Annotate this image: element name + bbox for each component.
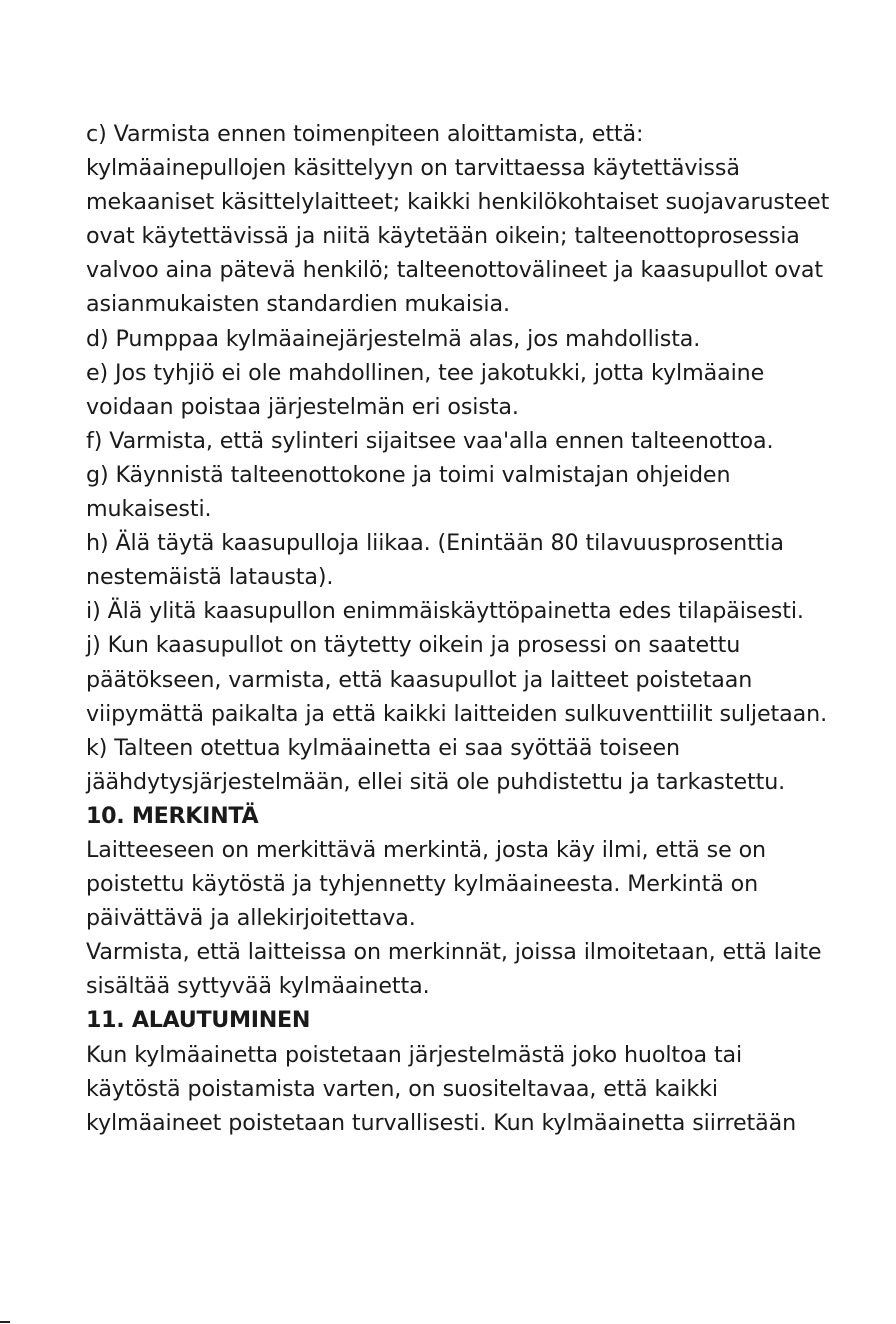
- text-line: Laitteeseen on merkittävä merkintä, josta käy ilmi, että se on: [86, 836, 767, 863]
- text-line: sisältää syttyvää kylmäainetta.: [86, 973, 430, 1000]
- text-line: kylmäaineet poistetaan turvallisesti. Kun kylmäainetta siirretään: [86, 1109, 797, 1136]
- text-line: e) Jos tyhjiö ei ole mahdollinen, tee jakotukki, jotta kylmäaine: [86, 359, 765, 386]
- text-line: mekaaniset käsittelylaitteet; kaikki henkilökohtaiset suojavarusteet: [86, 189, 830, 216]
- document-page: [86, 117, 886, 1140]
- text-line: käytöstä poistamista varten, on suositeltavaa, että kaikki: [86, 1075, 718, 1102]
- text-line: Varmista, että laitteissa on merkinnät, joissa ilmoitetaan, että laite: [86, 939, 822, 966]
- text-line: kylmäainepullojen käsittelyyn on tarvittaessa käytettävissä: [86, 155, 740, 182]
- crop-mark: [0, 1321, 10, 1323]
- text-line: ovat käytettävissä ja niitä käytetään oikein; talteenottoprosessia: [86, 223, 800, 250]
- text-line: d) Pumppaa kylmäainejärjestelmä alas, jos mahdollista.: [86, 325, 701, 352]
- text-line: g) Käynnistä talteenottokone ja toimi valmistajan ohjeiden: [86, 461, 731, 488]
- section-heading: 11. ALAUTUMINEN: [86, 1007, 311, 1034]
- text-line: voidaan poistaa järjestelmän eri osista.: [86, 393, 519, 420]
- text-line: c) Varmista ennen toimenpiteen aloittamista, että:: [86, 121, 644, 147]
- text-line: päivättävä ja allekirjoitettava.: [86, 905, 416, 932]
- text-line: mukaisesti.: [86, 496, 212, 523]
- text-line: poistettu käytöstä ja tyhjennetty kylmäaineesta. Merkintä on: [86, 871, 759, 898]
- text-line: jäähdytysjärjestelmään, ellei sitä ole puhdistettu ja tarkastettu.: [86, 768, 786, 795]
- text-line: viipymättä paikalta ja että kaikki laitteiden sulkuventtiilit suljetaan.: [86, 700, 828, 727]
- text-line: päätökseen, varmista, että kaasupullot ja laitteet poistetaan: [86, 666, 753, 693]
- text-line: h) Älä täytä kaasupulloja liikaa. (Enintään 80 tilavuusprosenttia: [86, 530, 784, 557]
- text-line: f) Varmista, että sylinteri sijaitsee vaa'alla ennen talteenottoa.: [86, 427, 774, 454]
- section-heading: 10. MERKINTÄ: [86, 802, 259, 829]
- text-line: asianmukaisten standardien mukaisia.: [86, 291, 510, 318]
- text-line: j) Kun kaasupullot on täytetty oikein ja prosessi on saatettu: [86, 632, 741, 659]
- text-line: Kun kylmäainetta poistetaan järjestelmästä joko huoltoa tai: [86, 1041, 743, 1068]
- text-line: valvoo aina pätevä henkilö; talteenottovälineet ja kaasupullot ovat: [86, 257, 823, 284]
- text-line: nestemäistä latausta).: [86, 564, 334, 591]
- text-line: i) Älä ylitä kaasupullon enimmäiskäyttöpainetta edes tilapäisesti.: [86, 598, 804, 625]
- text-line: k) Talteen otettua kylmäainetta ei saa syöttää toiseen: [86, 734, 680, 761]
